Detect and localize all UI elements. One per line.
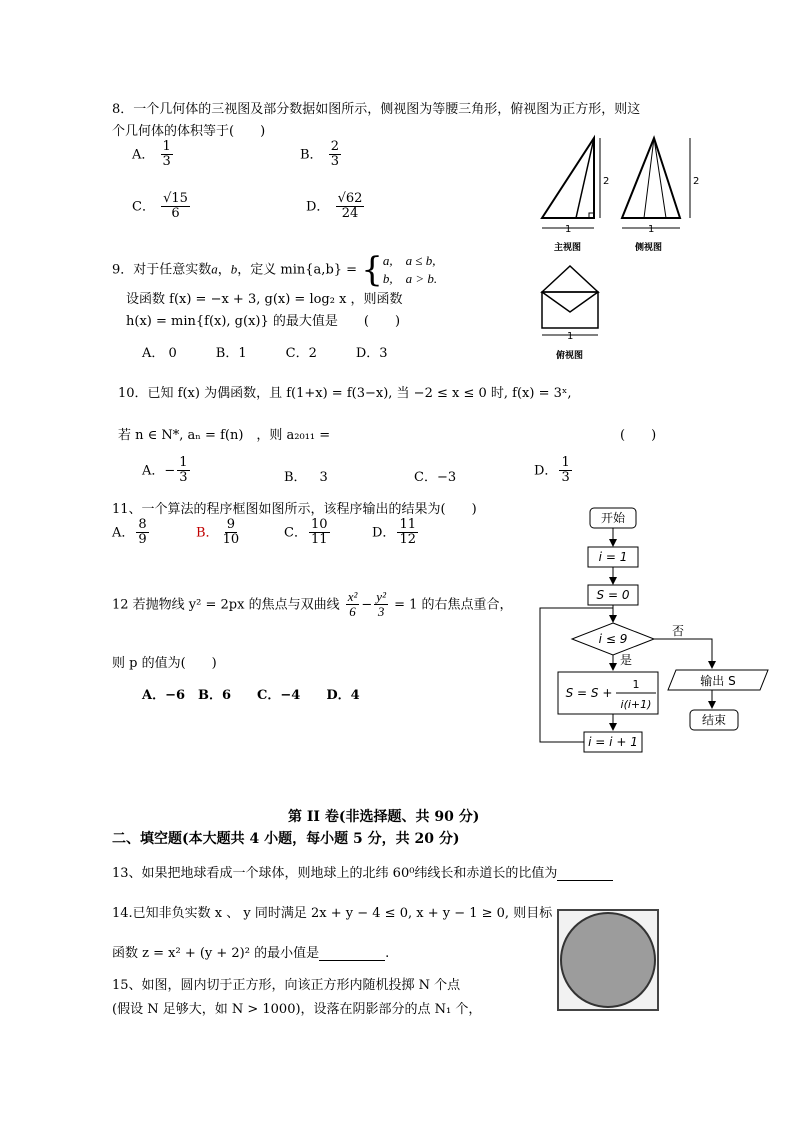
svg-text:1: 1	[632, 678, 640, 691]
q12-line2: 则 p 的值为( )	[112, 656, 217, 671]
q8-option-d: D． $\frac{√62}{24}$	[306, 191, 363, 222]
svg-text:否: 否	[672, 624, 685, 638]
q11-option-a: A． $\frac{8}{9}$	[112, 517, 147, 548]
q10-option-b: B． 3	[284, 470, 328, 485]
svg-text:1: 1	[565, 224, 572, 235]
side-view	[622, 138, 699, 253]
svg-text:i = 1: i = 1	[598, 550, 628, 564]
svg-text:1: 1	[567, 331, 574, 342]
q11-option-b: B． $\frac{9}{10}$	[196, 517, 240, 548]
q15-line2: (假设 N 足够大，如 N > 1000)，设落在阴影部分的点 N₁ 个，	[112, 1002, 482, 1017]
svg-text:俯视图: 俯视图	[556, 351, 584, 361]
q10-answer-paren: ( )	[620, 428, 657, 443]
three-views-figure	[532, 132, 712, 364]
q11-option-c: C． $\frac{10}{11}$	[284, 517, 328, 548]
q10-option-d: D． $\frac{1}{3}$	[534, 455, 570, 486]
q9-line3: h(x) = min{f(x), g(x)} 的最大值是 ( )	[126, 314, 401, 329]
svg-text:主视图: 主视图	[554, 243, 582, 253]
q8-option-c: C． $\frac{√15}{6}$	[132, 191, 188, 222]
top-view	[542, 266, 598, 361]
q14-answer-blank[interactable]	[319, 960, 385, 961]
svg-text:i ≤ 9: i ≤ 9	[598, 632, 628, 646]
svg-text:2: 2	[693, 176, 700, 187]
svg-text:i(i+1): i(i+1)	[620, 698, 652, 711]
q14-line1: 14.已知非负实数 x 、 y 同时满足 2x + y − 4 ≤ 0, x + y − 1 ≥ 0, 则目标	[112, 906, 553, 921]
svg-text:S = S +: S = S +	[565, 686, 613, 700]
svg-text:开始: 开始	[600, 511, 626, 525]
section2-heading: 二、填空题(本大题共 4 小题，每小题 5 分，共 20 分)	[112, 831, 460, 847]
q15-line1: 15、如图，圆内切于正方形，向该正方形内随机投掷 N 个点	[112, 978, 461, 993]
front-view	[542, 138, 609, 253]
q8-option-b: B． $\frac{2}{3}$	[300, 139, 339, 170]
svg-text:S = 0: S = 0	[596, 588, 630, 602]
svg-text:1: 1	[648, 224, 655, 235]
q9-options: A． 0 B．1 C．2 D．3	[142, 346, 388, 361]
q9-line2: 设函数 f(x) = −x + 3, g(x) = log₂ x ，则函数	[126, 292, 403, 307]
q9-stem: 9．对于任意实数a，b，定义 min{a,b} = { a, a ≤ b, b, a > b.	[112, 250, 438, 290]
q8-stem-line1: 8．一个几何体的三视图及部分数据如图所示，侧视图为等腰三角形，俯视图为正方形，则这	[112, 102, 641, 117]
svg-text:结束: 结束	[701, 713, 727, 727]
svg-text:侧视图: 侧视图	[635, 243, 663, 253]
q10-option-a: A．− $\frac{1}{3}$	[142, 455, 188, 486]
q8-stem-line2: 个几何体的体积等于( )	[112, 124, 266, 139]
svg-text:i = i + 1: i = i + 1	[588, 735, 638, 749]
svg-text:2: 2	[603, 176, 610, 187]
q11-stem: 11、一个算法的程序框图如图所示，该程序输出的结果为( )	[112, 502, 477, 517]
q13-text: 13、如果把地球看成一个球体，则地球上的北纬 60⁰纬线长和赤道长的比值为	[112, 862, 613, 881]
q10-option-c: C．−3	[414, 470, 457, 485]
flowchart	[536, 504, 776, 766]
q8-option-a: A． $\frac{1}{3}$	[132, 139, 171, 170]
q12-stem: 12 若抛物线 y² = 2px 的焦点与双曲线 $\frac{\text{x²}}{6}$ − $\frac{\text{y²}}{3}$ = 1 的右焦点重合，	[112, 589, 513, 620]
inscribed-circle-figure	[556, 908, 660, 1012]
q14-line2: 函数 z = x² + (y + 2)² 的最小值是 .	[112, 946, 390, 961]
shaded-circle	[561, 913, 655, 1007]
q12-options: A．−6 B．6 C．−4 D．4	[142, 688, 360, 703]
q11-option-d: D． $\frac{11}{12}$	[372, 517, 416, 548]
q13-answer-blank[interactable]	[557, 880, 613, 881]
svg-text:输出 S: 输出 S	[700, 674, 736, 688]
q10-line2: 若 n ∈ N*, aₙ = f(n) ，则 a₂₀₁₁ =	[118, 428, 331, 443]
svg-text:是: 是	[620, 653, 633, 667]
q10-line1: 10．已知 f(x) 为偶函数，且 f(1+x) = f(3−x), 当 −2 ≤ x ≤ 0 时, f(x) = 3ˣ,	[118, 386, 572, 401]
section2-title: 第 II 卷(非选择题、共 90 分)	[288, 809, 480, 825]
